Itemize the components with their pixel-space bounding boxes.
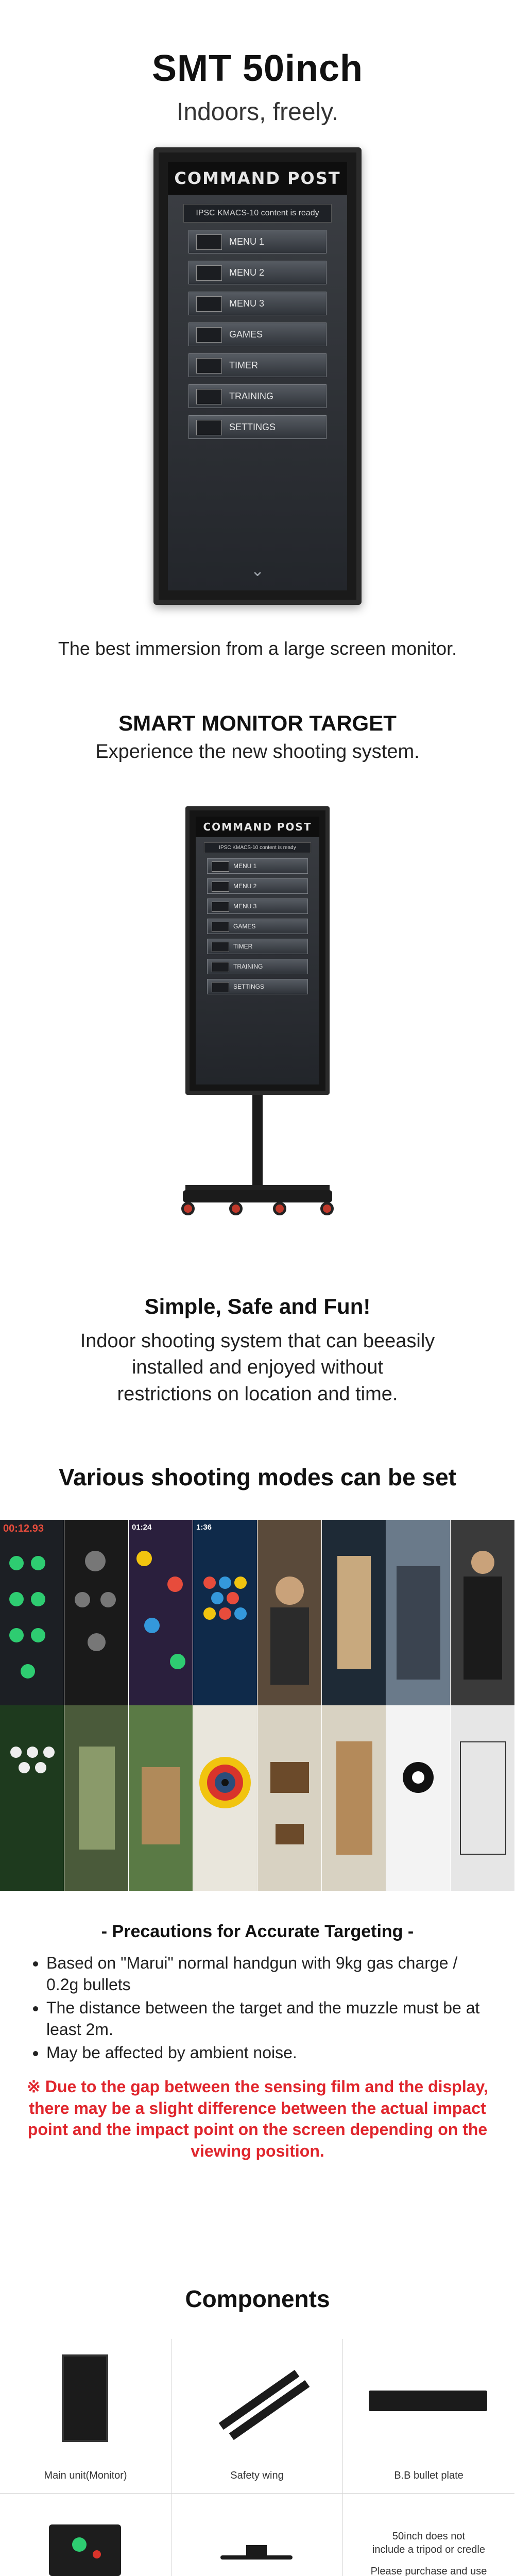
monitor-menu-item: TIMER (207, 939, 308, 954)
component-safety-wing (171, 2339, 343, 2494)
mode-tile-animal (258, 1705, 322, 1891)
tile-popper-label: 01:24 (132, 1523, 152, 1532)
mode-tile-bullseye (193, 1705, 258, 1891)
precaution-item: • Based on "Marui" normal handgun with 9kg gas charge / 0.2g bullets (46, 1953, 484, 1995)
wheel-icon (320, 1202, 334, 1215)
tile-timer-label: 00:12.93 (3, 1523, 44, 1534)
component-label: B.B bullet plate (394, 2470, 464, 2481)
wheel-icon (229, 1202, 243, 1215)
mode-tile-grid (451, 1705, 515, 1891)
modes-title: Various shooting modes can be set (59, 1464, 456, 1490)
hero-monitor-image (153, 147, 362, 605)
components-title: Components (185, 2285, 330, 2312)
mode-tile-bank (386, 1520, 451, 1705)
monitor-menu-item: TRAINING (188, 384, 327, 408)
tile-balls-label: 1:36 (196, 1523, 212, 1532)
command-post-banner: COMMAND POST (196, 817, 319, 837)
mode-tile-steel (64, 1520, 129, 1705)
monitor-menu-item: TIMER (188, 353, 327, 377)
monitor-menu-item: TRAINING (207, 959, 308, 974)
stand-note-line: Please purchase and use (370, 2566, 487, 2576)
monitor-menu (207, 858, 308, 994)
stand-pole (252, 1095, 263, 1193)
mode-tile-bowling (0, 1705, 64, 1891)
monitor-menu-item: MENU 3 (207, 899, 308, 914)
component-label: Main unit(Monitor) (44, 2470, 127, 2481)
component-stand-note (343, 2494, 514, 2576)
precaution-warning: ※ Due to the gap between the sensing film and the display, there may be a slight difference between the actual impact point and the impact point on the screen depending on the viewing position. (27, 2077, 488, 2160)
simple-text-line: installed and enjoyed without (131, 1357, 383, 1379)
mode-tile-silhouette (64, 1705, 129, 1891)
stand-note-line: 50inch does not (392, 2531, 466, 2542)
stand-monitor-image (185, 806, 330, 1095)
stand-note (364, 2530, 494, 2576)
modes-grid (0, 1520, 515, 1891)
smart-subtitle: Experience the new shooting system. (95, 741, 420, 762)
page-subtitle: Indoors, freely. (177, 98, 338, 126)
mode-tile-field (129, 1705, 193, 1891)
simple-title: Simple, Safe and Fun! (144, 1294, 371, 1318)
monitor-menu-item: MENU 3 (188, 292, 327, 315)
precautions-list (31, 1953, 484, 2066)
monitor-menu-item: MENU 1 (188, 230, 327, 253)
precaution-item: • May be affected by ambient noise. (46, 2042, 484, 2064)
mode-tile-ipsc (322, 1520, 386, 1705)
smart-title: SMART MONITOR TARGET (118, 711, 397, 735)
page-title: SMT 50inch (151, 48, 364, 89)
stand-monitor-screen (196, 817, 319, 1084)
content-ready-line: IPSC KMACS-10 content is ready (204, 842, 311, 853)
monitor-menu-item: GAMES (207, 919, 308, 934)
monitor-screen (168, 162, 347, 590)
precaution-item: • The distance between the target and the muzzle must be at least 2m. (46, 1997, 484, 2040)
monitor-menu-item: SETTINGS (188, 415, 327, 439)
content-ready-line: IPSC KMACS-10 content is ready (183, 204, 332, 223)
monitor-menu (188, 230, 327, 439)
simple-text (0, 1328, 515, 1408)
mode-tile-precision (386, 1705, 451, 1891)
simple-text-line: Indoor shooting system that can beeasily (80, 1330, 435, 1352)
component-label: Safety wing (230, 2470, 284, 2481)
stand-note-line: include a tripod or credle (372, 2544, 485, 2555)
mode-tile-ipsc-paper (322, 1705, 386, 1891)
command-post-banner: COMMAND POST (168, 162, 347, 195)
mode-tile-popper (129, 1520, 193, 1705)
mode-tile-hostage (258, 1520, 322, 1705)
monitor-menu-item: SETTINGS (207, 979, 308, 994)
simple-text-line: restrictions on location and time. (117, 1383, 398, 1405)
wheel-icon (181, 1202, 195, 1215)
mode-tile-balls (193, 1520, 258, 1705)
component-power-cable (171, 2494, 343, 2576)
monitor-menu-item: GAMES (188, 323, 327, 346)
component-main-unit (0, 2339, 171, 2494)
stand-base (183, 1190, 332, 1202)
chevron-down-icon: ⌄ (250, 561, 265, 580)
component-bb-plate (343, 2339, 514, 2494)
component-arcade-box (0, 2494, 171, 2576)
hero-caption: The best immersion from a large screen monitor. (58, 638, 457, 659)
precautions-title: - Precautions for Accurate Targeting - (101, 1922, 414, 1941)
monitor-menu-item: MENU 2 (188, 261, 327, 284)
mode-tile-timer (0, 1520, 64, 1705)
wheel-icon (273, 1202, 286, 1215)
monitor-menu-item: MENU 2 (207, 878, 308, 894)
mode-tile-gunman (451, 1520, 515, 1705)
monitor-menu-item: MENU 1 (207, 858, 308, 874)
